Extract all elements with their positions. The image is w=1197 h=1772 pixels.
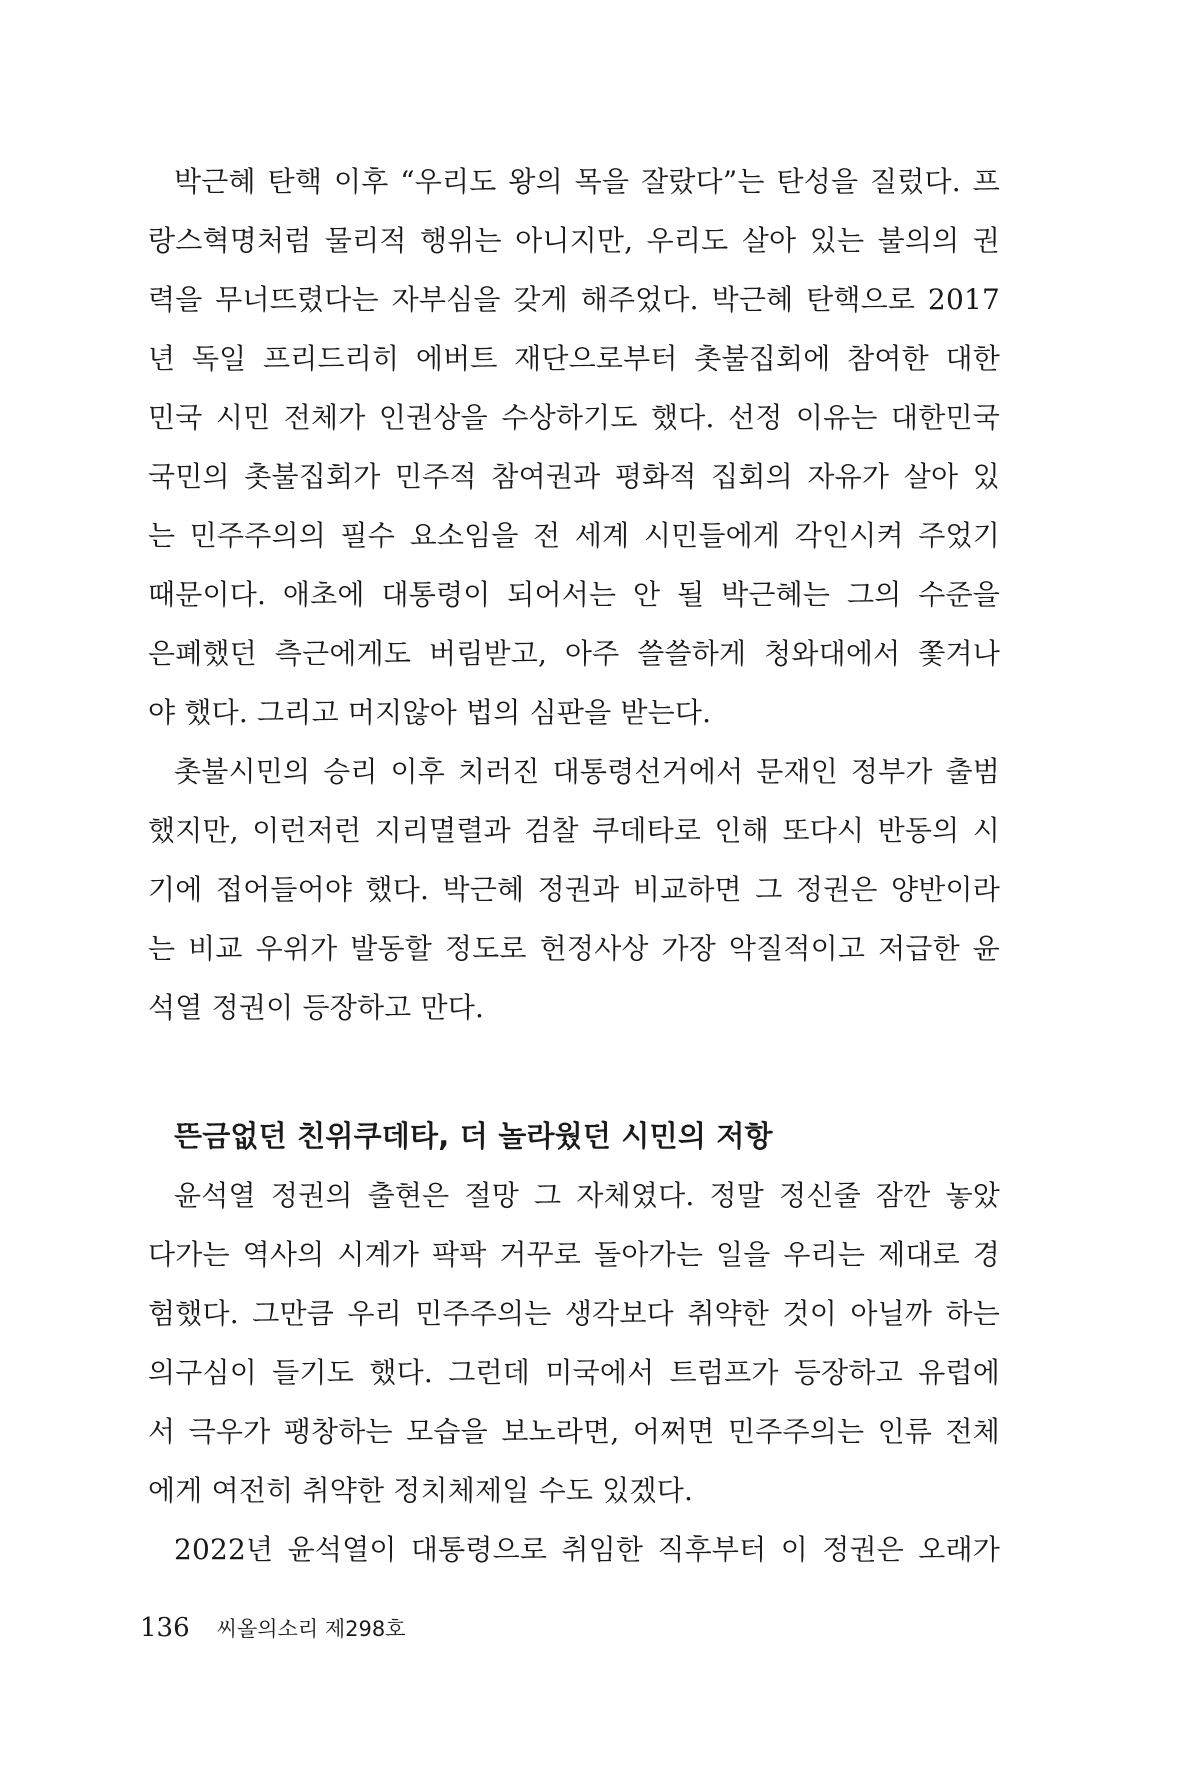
paragraph-2	[148, 742, 1000, 1037]
text-line: 은폐했던 측근에게도 버림받고, 아주 쓸쓸하게 청와대에서 쫓겨나	[148, 637, 1000, 670]
text-line: 서 극우가 팽창하는 모습을 보노라면, 어쩌면 민주주의는 인류 전체	[148, 1415, 1000, 1448]
text-line: 는 민주주의의 필수 요소임을 전 세계 시민들에게 각인시켜 주었기	[148, 519, 1000, 552]
text-line: 때문이다. 애초에 대통령이 되어서는 안 될 박근혜는 그의 수준을	[148, 578, 1000, 611]
text-line: 다가는 역사의 시계가 팍팍 거꾸로 돌아가는 일을 우리는 제대로 경	[148, 1238, 1000, 1271]
section-spacer	[148, 1037, 1000, 1107]
text-line: 촛불시민의 승리 이후 치러진 대통령선거에서 문재인 정부가 출범	[174, 755, 1000, 788]
text-line: 에게 여전히 취약한 정치체제일 수도 있겠다.	[148, 1474, 694, 1507]
text-line: 는 비교 우위가 발동할 정도로 헌정사상 가장 악질적이고 저급한 윤	[148, 932, 1000, 965]
text-line: 민국 시민 전체가 인권상을 수상하기도 했다. 선정 이유는 대한민국	[148, 401, 1000, 434]
text-line: 했지만, 이런저런 지리멸렬과 검찰 쿠데타로 인해 또다시 반동의 시	[148, 814, 1000, 847]
text-line: 야 했다. 그리고 머지않아 법의 심판을 받는다.	[148, 696, 712, 729]
text-line: 석열 정권이 등장하고 만다.	[148, 991, 485, 1024]
text-line: 력을 무너뜨렸다는 자부심을 갖게 해주었다. 박근혜 탄핵으로 2017	[148, 283, 1000, 316]
text-line: 박근혜 탄핵 이후 “우리도 왕의 목을 잘랐다”는 탄성을 질렀다. 프	[174, 165, 1000, 198]
paragraph-1	[148, 152, 1000, 742]
text-line: 2022년 윤석열이 대통령으로 취임한 직후부터 이 정권은 오래가	[174, 1533, 1000, 1566]
text-line: 국민의 촛불집회가 민주적 참여권과 평화적 집회의 자유가 살아 있	[148, 460, 1000, 493]
text-line: 의구심이 들기도 했다. 그런데 미국에서 트럼프가 등장하고 유럽에	[148, 1356, 1000, 1389]
page-footer	[140, 1608, 406, 1648]
text-line: 기에 접어들어야 했다. 박근혜 정권과 비교하면 그 정권은 양반이라	[148, 873, 1000, 906]
text-line: 험했다. 그만큼 우리 민주주의는 생각보다 취약한 것이 아닐까 하는	[148, 1297, 1000, 1330]
text-line: 년 독일 프리드리히 에버트 재단으로부터 촛불집회에 참여한 대한	[148, 342, 1000, 375]
text-line: 랑스혁명처럼 물리적 행위는 아니지만, 우리도 살아 있는 불의의 권	[148, 224, 1000, 257]
body-text	[148, 152, 1000, 1579]
text-line: 윤석열 정권의 출현은 절망 그 자체였다. 정말 정신줄 잠깐 놓았	[174, 1179, 1000, 1212]
paragraph-3	[148, 1166, 1000, 1520]
journal-title: 씨올의소리 제298호	[216, 1617, 406, 1641]
paragraph-4	[148, 1520, 1000, 1579]
page-number: 136	[140, 1613, 190, 1643]
section-heading: 뜬금없던 친위쿠데타, 더 놀라웠던 시민의 저항	[174, 1119, 773, 1153]
